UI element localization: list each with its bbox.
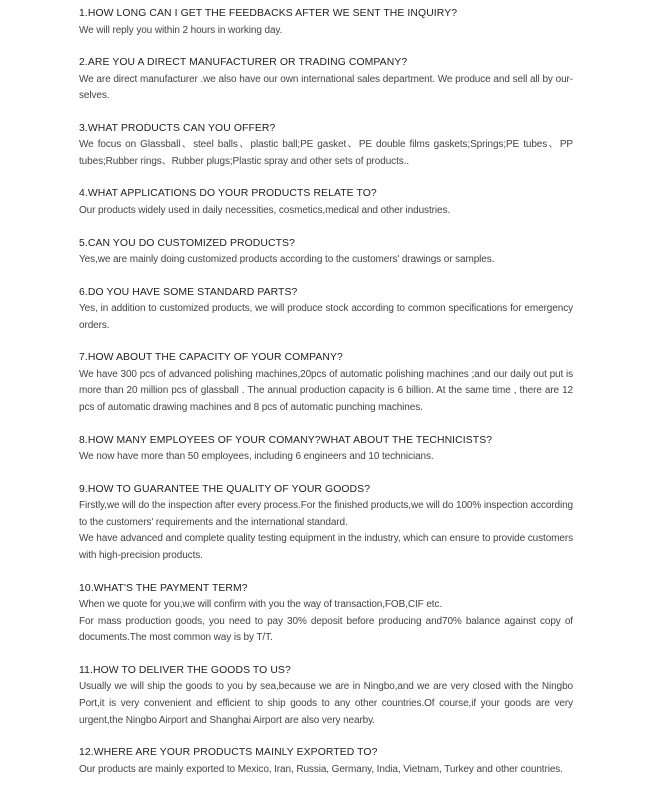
faq-item <box>79 433 573 466</box>
faq-answer-paragraph: Yes, in addition to customized products, we will produce stock according to common specifications for emergency orders. <box>79 303 573 331</box>
faq-list <box>79 6 573 794</box>
faq-question: 10.WHAT'S THE PAYMENT TERM? <box>79 582 248 594</box>
faq-question: 4.WHAT APPLICATIONS DO YOUR PRODUCTS RELATE TO? <box>79 188 377 200</box>
faq-answer <box>79 203 573 220</box>
faq-answer-paragraph: When we quote for you,we will confirm with you the way of transaction,FOB,CIF etc. <box>79 599 443 611</box>
faq-answer <box>79 367 573 417</box>
faq-item <box>79 6 573 39</box>
faq-answer-paragraph: Our products widely used in daily necessities, cosmetics,medical and other industries. <box>79 204 451 216</box>
faq-answer <box>79 252 573 269</box>
faq-item <box>79 745 573 778</box>
faq-answer <box>79 762 573 779</box>
faq-question: 8.HOW MANY EMPLOYEES OF YOUR COMANY?WHAT ABOUT THE TECHNICISTS? <box>79 434 493 446</box>
faq-question: 2.ARE YOU A DIRECT MANUFACTURER OR TRADING COMPANY? <box>79 57 408 69</box>
faq-answer <box>79 137 573 170</box>
faq-answer-paragraph: We will reply you within 2 hours in working day. <box>79 24 283 36</box>
faq-answer <box>79 449 573 466</box>
faq-item <box>79 236 573 269</box>
faq-answer-paragraph: Our products are mainly exported to Mexico, Iran, Russia, Germany, India, Vietnam, Turkey and other countries. <box>79 763 563 775</box>
faq-question: 9.HOW TO GUARANTEE THE QUALITY OF YOUR GOODS? <box>79 483 371 495</box>
faq-item <box>79 121 573 171</box>
faq-answer <box>79 597 573 647</box>
faq-question: 5.CAN YOU DO CUSTOMIZED PRODUCTS? <box>79 237 295 249</box>
faq-answer-paragraph: We now have more than 50 employees, including 6 engineers and 10 technicians. <box>79 451 434 463</box>
faq-question: 1.HOW LONG CAN I GET THE FEEDBACKS AFTER WE SENT THE INQUIRY? <box>79 8 458 19</box>
faq-item <box>79 285 573 335</box>
faq-item <box>79 663 573 729</box>
faq-answer-paragraph: We are direct manufacturer .we also have our own international sales department. We produce and sell all by our-selves. <box>79 73 573 102</box>
faq-answer <box>79 301 573 334</box>
faq-answer <box>79 679 573 729</box>
faq-item <box>79 55 573 105</box>
faq-item <box>79 482 573 565</box>
faq-question: 11.HOW TO DELIVER THE GOODS TO US? <box>79 664 291 676</box>
faq-answer <box>79 72 573 105</box>
faq-item <box>79 581 573 647</box>
faq-item <box>79 186 573 219</box>
faq-answer-paragraph: For mass production goods, you need to pay 30% deposit before producing and70% balance against copy of documents.The most common way is by T/T. <box>79 615 573 644</box>
faq-answer-paragraph: Firstly,we will do the inspection after every process.For the finished products,we will do 100% inspection according to the customers' requirements and the international standard. <box>79 500 574 528</box>
faq-answer-paragraph: We focus on Glassball、steel balls、plastic ball;PE gasket、PE double films gaskets;Springs;PE tubes、PP tubes;Rubber rings、Rubber plugs;Plastic spray and other sets of products.. <box>79 139 573 167</box>
faq-item <box>79 350 573 416</box>
faq-answer <box>79 498 573 564</box>
faq-question: 6.DO YOU HAVE SOME STANDARD PARTS? <box>79 286 298 298</box>
faq-answer-paragraph: Usually we will ship the goods to you by sea,because we are in Ningbo,and we are very closed with the Ningbo Port,it is very convenient and efficient to ship goods to any other countries.Of course,if your goods are very urgent,the Ningbo Airport and Shanghai Airport are also very nearby. <box>79 681 573 726</box>
faq-question: 12.WHERE ARE YOUR PRODUCTS MAINLY EXPORTED TO? <box>79 747 378 759</box>
faq-question: 3.WHAT PRODUCTS CAN YOU OFFER? <box>79 122 276 134</box>
faq-answer <box>79 23 573 40</box>
faq-question: 7.HOW ABOUT THE CAPACITY OF YOUR COMPANY? <box>79 352 343 364</box>
faq-answer-paragraph: Yes,we are mainly doing customized products according to the customers' drawings or samples. <box>79 254 495 266</box>
faq-answer-paragraph: We have advanced and complete quality testing equipment in the industry, which can ensure to provide customers with high-precision products. <box>79 533 573 561</box>
faq-answer-paragraph: We have 300 pcs of advanced polishing machines,20pcs of automatic polishing machines ;and our daily out put is more than 20 million pcs of glassball . The annual production capacity is 6 billion. At the same time , there are 12 pcs of automatic drawing machines and 8 pcs of automatic punching machines. <box>79 368 573 414</box>
